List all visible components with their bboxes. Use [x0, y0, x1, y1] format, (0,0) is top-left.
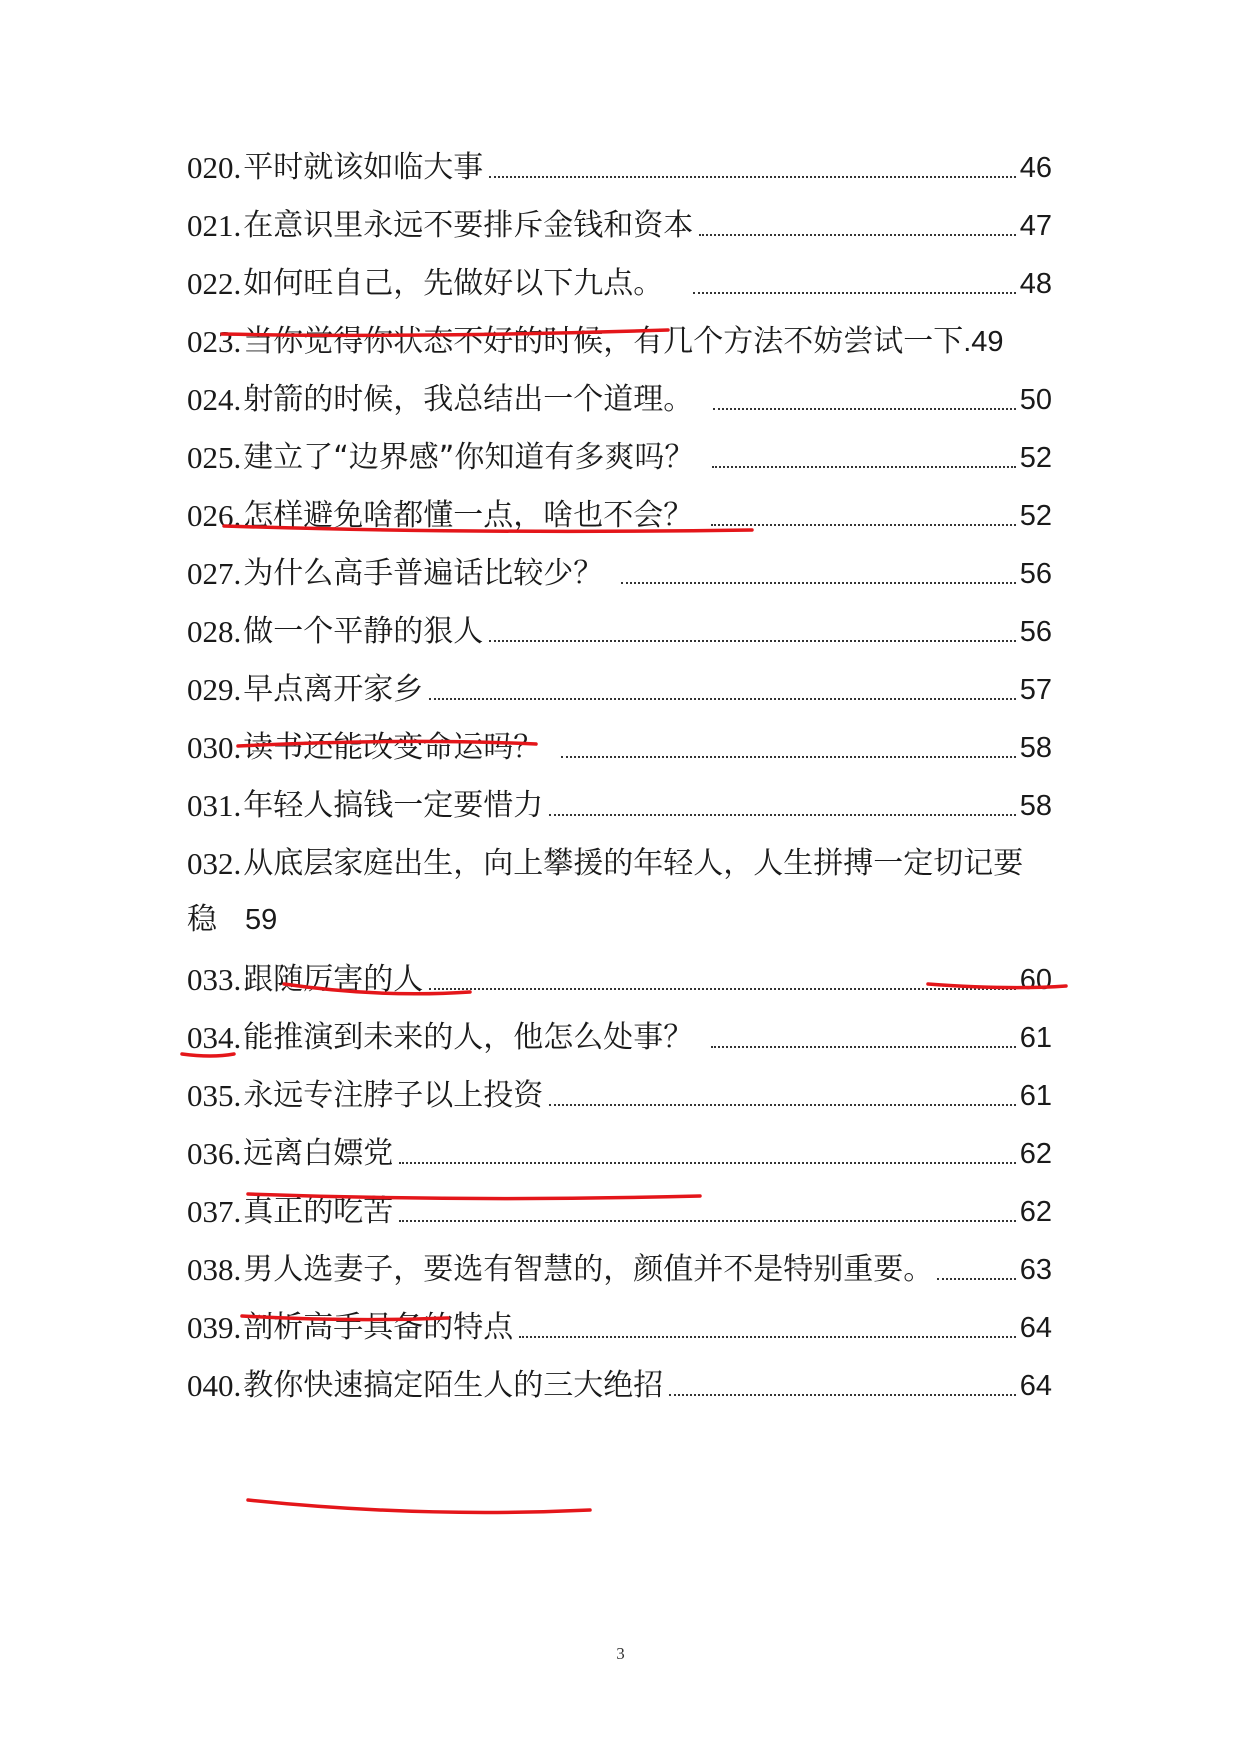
entry-page: 60 — [1019, 964, 1052, 996]
entry-title: 剖析高手具备的特点 — [243, 1310, 514, 1345]
entry-number: 032. — [187, 846, 242, 881]
entry-number: 028. — [187, 614, 242, 649]
entry-number: 027. — [187, 556, 242, 591]
dot-leader — [713, 407, 1015, 410]
toc-entry[interactable] — [187, 954, 1052, 1000]
entry-number: 040. — [187, 1368, 242, 1403]
entry-page: .49 — [963, 326, 1004, 358]
entry-page: 56 — [1019, 616, 1052, 648]
toc-entry[interactable] — [187, 1302, 1052, 1348]
toc-entry[interactable] — [187, 1012, 1052, 1058]
entry-number: 039. — [187, 1310, 242, 1345]
entry-number: 038. — [187, 1252, 242, 1287]
entry-title: 为什么高手普遍话比较少？ — [243, 556, 604, 591]
entry-title: 男人选妻子，要选有智慧的，颜值并不是特别重要。 — [243, 1252, 934, 1287]
dot-leader — [699, 233, 1015, 236]
entry-title: 年轻人搞钱一定要惜力 — [243, 788, 544, 823]
entry-number: 030. — [187, 730, 242, 765]
toc-entry[interactable] — [187, 548, 1052, 594]
entry-number: 034. — [187, 1020, 242, 1055]
entry-page: 48 — [1019, 268, 1052, 300]
entry-number: 026. — [187, 498, 242, 533]
entry-title: 真正的吃苦 — [243, 1194, 394, 1229]
entry-title: 跟随厉害的人 — [243, 962, 424, 997]
entry-page: 58 — [1019, 790, 1052, 822]
toc-entry[interactable] — [187, 1360, 1052, 1406]
entry-page: 62 — [1019, 1138, 1052, 1170]
dot-leader — [549, 813, 1015, 816]
toc-entry[interactable] — [187, 432, 1052, 478]
entry-title: 如何旺自己，先做好以下九点。 — [243, 266, 664, 301]
underline-mark — [248, 1500, 590, 1512]
dot-leader — [549, 1103, 1015, 1106]
entry-number: 022. — [187, 266, 242, 301]
dot-leader — [669, 1393, 1015, 1396]
dot-leader — [489, 175, 1015, 178]
entry-title-line2: 稳 — [187, 902, 217, 937]
dot-leader — [711, 1045, 1015, 1048]
entry-number: 029. — [187, 672, 242, 707]
entry-page: 57 — [1019, 674, 1052, 706]
entry-page: 61 — [1019, 1080, 1052, 1112]
entry-title: 当你觉得你状态不好的时候，有几个方法不妨尝试一下 — [243, 324, 964, 359]
toc-entry[interactable] — [187, 664, 1052, 710]
entry-title: 能推演到未来的人，他怎么处事？ — [243, 1020, 694, 1055]
entry-page: 56 — [1019, 558, 1052, 590]
entry-title: 远离白嫖党 — [243, 1136, 394, 1171]
entry-title: 怎样避免啥都懂一点，啥也不会？ — [243, 498, 694, 533]
entry-page: 46 — [1019, 152, 1052, 184]
dot-leader — [429, 987, 1015, 990]
entry-number: 031. — [187, 788, 242, 823]
entry-page: 63 — [1019, 1254, 1052, 1286]
entry-title: 做一个平静的狠人 — [243, 614, 484, 649]
entry-number: 023. — [187, 324, 242, 359]
dot-leader — [711, 523, 1015, 526]
toc-entry-wrapped[interactable] — [187, 838, 1052, 884]
toc-entry[interactable] — [187, 316, 1052, 362]
toc-entry[interactable] — [187, 200, 1052, 246]
dot-leader — [693, 291, 1015, 294]
toc-entry[interactable] — [187, 142, 1052, 188]
entry-page: 59 — [245, 904, 278, 936]
entry-title: 建立了“边界感”你知道有多爽吗？ — [243, 440, 695, 475]
dot-leader — [489, 639, 1015, 642]
toc-entry[interactable] — [187, 1128, 1052, 1174]
entry-page: 61 — [1019, 1022, 1052, 1054]
entry-title: 射箭的时候，我总结出一个道理。 — [243, 382, 694, 417]
toc-entry[interactable] — [187, 780, 1052, 826]
page-number: 3 — [616, 1644, 625, 1663]
entry-title-line1: 从底层家庭出生，向上攀援的年轻人，人生拼搏一定切记要 — [243, 846, 1024, 881]
entry-page: 47 — [1019, 210, 1052, 242]
entry-number: 020. — [187, 150, 242, 185]
dot-leader — [399, 1219, 1015, 1222]
toc-entry[interactable] — [187, 1244, 1052, 1290]
entry-title: 读书还能改变命运吗？ — [243, 730, 544, 765]
entry-page: 50 — [1019, 384, 1052, 416]
entry-title: 平时就该如临大事 — [243, 150, 484, 185]
entry-page: 64 — [1019, 1312, 1052, 1344]
entry-number: 037. — [187, 1194, 242, 1229]
entry-number: 035. — [187, 1078, 242, 1113]
entry-number: 033. — [187, 962, 242, 997]
entry-title: 在意识里永远不要排斥金钱和资本 — [243, 208, 694, 243]
dot-leader — [561, 755, 1015, 758]
toc-entry[interactable] — [187, 1186, 1052, 1232]
entry-title: 早点离开家乡 — [243, 672, 424, 707]
toc-entry[interactable] — [187, 606, 1052, 652]
toc-entry[interactable] — [187, 258, 1052, 304]
entry-number: 021. — [187, 208, 242, 243]
toc-entry[interactable] — [187, 722, 1052, 768]
toc-entry[interactable] — [187, 374, 1052, 420]
toc-entry[interactable] — [187, 490, 1052, 536]
entry-number: 025. — [187, 440, 242, 475]
dot-leader — [937, 1277, 1015, 1280]
toc-entry-wrapped-line2 — [187, 900, 277, 940]
dot-leader — [712, 465, 1015, 468]
entry-page: 52 — [1019, 442, 1052, 474]
dot-leader — [399, 1161, 1015, 1164]
entry-title: 教你快速搞定陌生人的三大绝招 — [243, 1368, 664, 1403]
entry-number: 024. — [187, 382, 242, 417]
entry-page: 64 — [1019, 1370, 1052, 1402]
dot-leader — [519, 1335, 1015, 1338]
dot-leader — [621, 581, 1015, 584]
entry-page: 52 — [1019, 500, 1052, 532]
dot-leader — [429, 697, 1015, 700]
entry-number: 036. — [187, 1136, 242, 1171]
entry-page: 58 — [1019, 732, 1052, 764]
toc-entry[interactable] — [187, 1070, 1052, 1116]
entry-title: 永远专注脖子以上投资 — [243, 1078, 544, 1113]
entry-page: 62 — [1019, 1196, 1052, 1228]
